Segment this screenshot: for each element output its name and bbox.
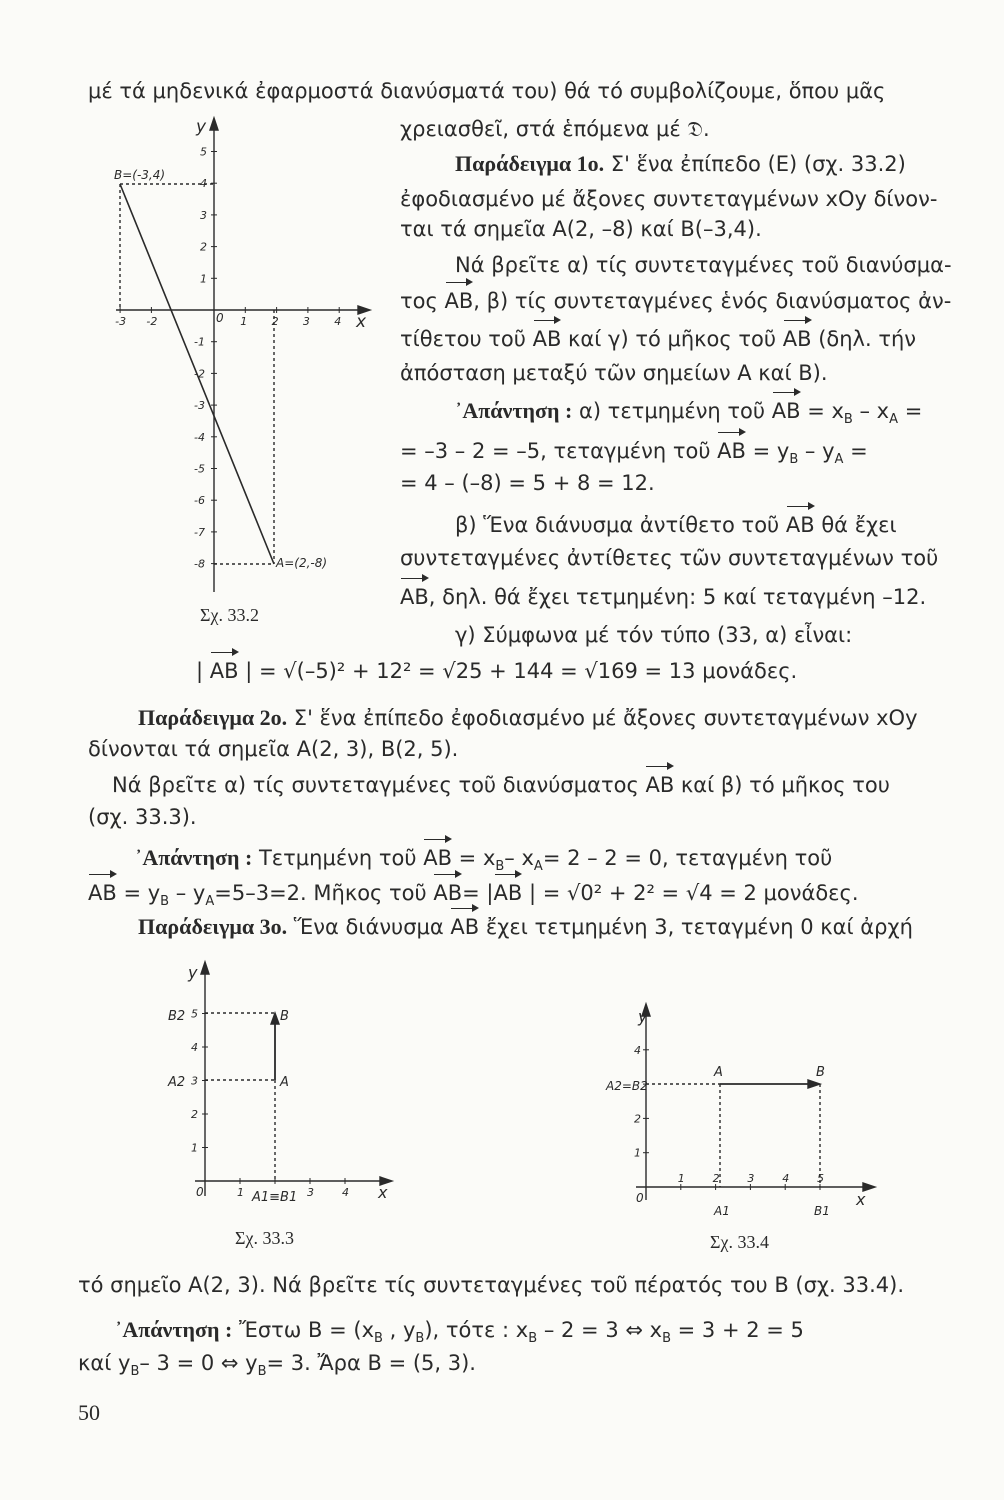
text-span: = y (745, 439, 790, 463)
x-tick-label: -3 (115, 315, 127, 328)
example-heading: Παράδειγμα 2ο. (138, 705, 288, 730)
point-label-a: A (714, 1065, 723, 1080)
y-tick-label: -6 (194, 494, 205, 508)
text-line: ἐφοδιασμένο μέ ἄξονες συντεταγμένων xOy δίνον- (400, 187, 938, 211)
axis-label-y: y (188, 963, 198, 982)
x-tick-label: 3 (302, 315, 310, 328)
vector-ab: AB (400, 585, 429, 609)
text-span: = x (452, 846, 496, 870)
subscript: B (257, 1364, 267, 1380)
vector-ab: AB (493, 881, 523, 905)
point-label-a1: A1 (714, 1204, 730, 1218)
answer-heading: ᾿Απάντηση : (455, 398, 573, 423)
y-tick-label: -1 (194, 335, 205, 349)
origin-label: 0 (216, 311, 224, 325)
subscript: B (130, 1364, 140, 1380)
y-tick-label: 3 (191, 1074, 198, 1088)
text-line (78, 1350, 476, 1385)
subscript: A (533, 859, 543, 875)
y-tick-label: 5 (200, 145, 207, 159)
subscript: A (834, 452, 844, 468)
text-span: τος (400, 289, 445, 313)
text-span: = y (116, 881, 161, 905)
y-tick-label: 1 (191, 1141, 198, 1155)
text-span: Σ' ἕνα ἐπίπεδο ἐφοδιασμένο μέ ἄξονες συντεταγμένων xOy (287, 706, 918, 730)
text-span: , β) τίς συντεταγμένες ἑνός διανύσματος ἀν- (473, 289, 952, 313)
origin-label: 0 (636, 1191, 644, 1205)
text-span: καί y (78, 1351, 131, 1375)
x-tick-label: 4 (342, 1186, 349, 1199)
x-tick-label: 2 (712, 1172, 720, 1185)
text-line (455, 398, 922, 433)
subscript: A (889, 412, 899, 428)
text-span: Σ' ἕνα ἐπίπεδο (Ε) (σχ. 33.2) (604, 152, 906, 176)
text-span: β) Ἕνα διάνυσμα ἀντίθετο τοῦ (455, 513, 786, 537)
text-span: = (843, 439, 868, 463)
subscript: B (662, 1331, 671, 1347)
vector-ab: AB (785, 513, 815, 537)
text-line (455, 151, 906, 177)
text-line: ται τά σημεῖα A(2, –8) καί B(–3,4). (400, 217, 762, 241)
y-axis-arrow (210, 118, 218, 130)
vector-ab: AB (88, 881, 117, 905)
y-tick-label: -5 (194, 462, 205, 476)
text-line: γ) Σύμφωνα μέ τόν τύπο (33, α) εἶναι: (455, 623, 853, 647)
vector-ab: AB (433, 881, 463, 905)
y-tick-label: 4 (191, 1041, 198, 1054)
text-span: , δηλ. θά ἔχει τετμημένη: 5 καί τεταγμένη –12. (428, 585, 927, 609)
example-heading: Παράδειγμα 3ο. (138, 914, 288, 939)
text-line (112, 772, 890, 798)
point-label-b2: B2 (168, 1009, 186, 1024)
x-tick-label: 3 (307, 1186, 314, 1199)
text-span: | = √(–5)² + 12² = √25 + 144 = √169 = 13 μονάδες. (238, 659, 798, 683)
point-label-a2: A2 (168, 1075, 186, 1090)
vector-ab-arrow (808, 1080, 820, 1088)
vector-ab: AB (645, 773, 675, 797)
text-line: δίνονται τά σημεῖα A(2, 3), B(2, 5). (88, 737, 459, 761)
text-span: = 3. Ἄρα B = (5, 3). (266, 1351, 476, 1375)
text-line: (σχ. 33.3). (88, 805, 197, 829)
text-span: καί γ) τό μῆκος τοῦ (561, 327, 783, 351)
vector-ab: AB (717, 439, 746, 463)
subscript: B (789, 452, 799, 468)
vector-ab: AB (532, 327, 562, 351)
x-tick-label: 5 (817, 1172, 824, 1185)
x-tick-label: 1 (240, 315, 248, 328)
text-span: τίθετου τοῦ (400, 327, 533, 351)
figure-33-3 (160, 958, 400, 1208)
text-span: = 2 – 2 = 0, τεταγμένη τοῦ (542, 846, 833, 870)
vector-ab: AB (450, 915, 480, 939)
point-label-b: B=(-3,4) (114, 168, 166, 182)
text-span: θά ἔχει (814, 513, 897, 537)
text-span: α) τετμημένη τοῦ (572, 399, 772, 423)
vector-ab: AB (771, 399, 801, 423)
y-tick-label: -8 (194, 557, 205, 571)
y-tick-label: 2 (634, 1112, 641, 1126)
axis-label-y: y (196, 117, 207, 137)
x-tick-label: 2 (271, 315, 279, 328)
axis-label-x: x (856, 1190, 866, 1209)
text-span: = –3 – 2 = –5, τεταγμένη τοῦ (400, 439, 718, 463)
y-tick-label: -2 (194, 367, 205, 381)
y-tick-label: 4 (634, 1043, 641, 1057)
text-line (135, 845, 832, 880)
x-tick-label: -2 (146, 315, 158, 328)
text-span: =5–3=2. Μῆκος τοῦ (214, 881, 434, 905)
vector-ab: AB (444, 289, 474, 313)
x-tick-label: 4 (334, 315, 342, 328)
y-axis-arrow (201, 962, 209, 974)
x-tick-label: 1 (677, 1172, 685, 1185)
y-tick-label: 4 (200, 177, 207, 191)
answer-heading: ᾿Απάντηση : (115, 1317, 233, 1342)
text-line (138, 914, 913, 940)
text-span: (δηλ. τήν (811, 327, 917, 351)
text-span: Νά βρεῖτε α) τίς συντεταγμένες τοῦ διανύσματος (112, 773, 646, 797)
origin-label: 0 (196, 1185, 204, 1199)
text-span: καί β) τό μῆκος του (674, 773, 890, 797)
example-heading: Παράδειγμα 1ο. (455, 151, 605, 176)
text-span: – x (852, 399, 890, 423)
text-line: Νά βρεῖτε α) τίς συντεταγμένες τοῦ διανύσμα- (455, 253, 952, 277)
figure-caption: Σχ. 33.3 (235, 1228, 294, 1248)
y-tick-label: 1 (634, 1146, 641, 1160)
subscript: B (528, 1331, 538, 1347)
text-span: ), τότε : x (424, 1318, 529, 1342)
text-line (455, 512, 897, 538)
vector-ab: AB (209, 659, 239, 683)
text-span: = x (800, 399, 844, 423)
text-span: Τετμημένη τοῦ (252, 846, 424, 870)
figure-caption: Σχ. 33.2 (200, 605, 259, 625)
text-line: χρειασθεῖ, στά ἑπόμενα μέ 𝔇. (400, 117, 710, 141)
text-line (400, 584, 926, 610)
y-tick-label: -4 (194, 430, 205, 444)
y-tick-label: -7 (194, 525, 205, 539)
subscript: A (205, 894, 215, 910)
text-line: ἀπόσταση μεταξύ τῶν σημείων A καί B). (400, 361, 828, 385)
answer-heading: ᾿Απάντηση : (135, 845, 253, 870)
text-span: – 3 = 0 ⇔ y (139, 1351, 258, 1375)
text-line: μέ τά μηδενικά ἐφαρμοστά διανύσματά του) θά τό συμβολίζουμε, ὅπου μᾶς (88, 79, 886, 103)
text-line (400, 288, 951, 314)
vector-ab: AB (782, 327, 812, 351)
text-line (196, 658, 797, 684)
point-label-a: A (280, 1075, 289, 1090)
text-span: – y (169, 881, 206, 905)
figure-33-4 (598, 1000, 888, 1220)
text-span: , y (382, 1318, 416, 1342)
point-label-a1b1: A1≡B1 (252, 1190, 298, 1205)
y-tick-label: -3 (194, 399, 205, 413)
y-tick-label: 1 (200, 272, 207, 286)
text-line: = 4 – (–8) = 5 + 8 = 12. (400, 471, 655, 495)
text-span: = | (462, 881, 494, 905)
text-span: | = √0² + 2² = √4 = 2 μονάδες. (522, 881, 859, 905)
text-span: ἔχει τετμημένη 3, τεταγμένη 0 καί ἀρχή (479, 915, 913, 939)
axis-label-y: y (638, 1007, 648, 1026)
text-line: συντεταγμένες ἀντίθετες τῶν συντεταγμένων τοῦ (400, 546, 939, 570)
point-label-a2b2: A2=B2 (606, 1079, 648, 1093)
point-label-b: B (816, 1065, 825, 1080)
subscript: B (160, 894, 170, 910)
text-span: Ἔστω B = (x (232, 1318, 375, 1342)
y-tick-label: 5 (191, 1007, 198, 1021)
subscript: B (495, 859, 505, 875)
subscript: B (415, 1331, 425, 1347)
x-tick-label: 3 (747, 1172, 755, 1185)
y-tick-label: 3 (200, 208, 207, 222)
subscript: B (843, 412, 853, 428)
text-line (138, 705, 918, 731)
subscript: B (374, 1331, 383, 1347)
text-span: = 3 + 2 = 5 (670, 1318, 804, 1342)
text-span: – 2 = 3 ⇔ x (537, 1318, 663, 1342)
text-span: | (196, 659, 210, 683)
point-label-b: B (280, 1009, 289, 1024)
text-line: τό σημεῖο A(2, 3). Νά βρεῖτε τίς συντεταγμένες τοῦ πέρατός του B (σχ. 33.4). (78, 1273, 905, 1297)
text-line (400, 438, 868, 473)
axis-label-x: x (356, 312, 367, 332)
figure-caption: Σχ. 33.4 (710, 1232, 769, 1252)
text-span: Ἕνα διάνυσμα (287, 915, 451, 939)
vector-ab: AB (423, 846, 452, 870)
vector-ab-arrow (271, 1013, 279, 1024)
y-tick-label: 2 (200, 240, 207, 254)
x-tick-label: 4 (782, 1172, 790, 1185)
point-label-b1: B1 (814, 1204, 830, 1218)
text-span: – y (798, 439, 835, 463)
y-tick-label: 2 (191, 1108, 198, 1121)
x-tick-label: 1 (237, 1186, 244, 1199)
axis-label-x: x (378, 1183, 388, 1202)
page-number: 50 (78, 1400, 100, 1425)
text-line (400, 326, 916, 352)
text-line (115, 1317, 804, 1352)
text-span: = (898, 399, 923, 423)
point-label-a: A=(2,-8) (276, 556, 328, 570)
text-span: – x (504, 846, 534, 870)
figure-33-2 (108, 112, 376, 612)
